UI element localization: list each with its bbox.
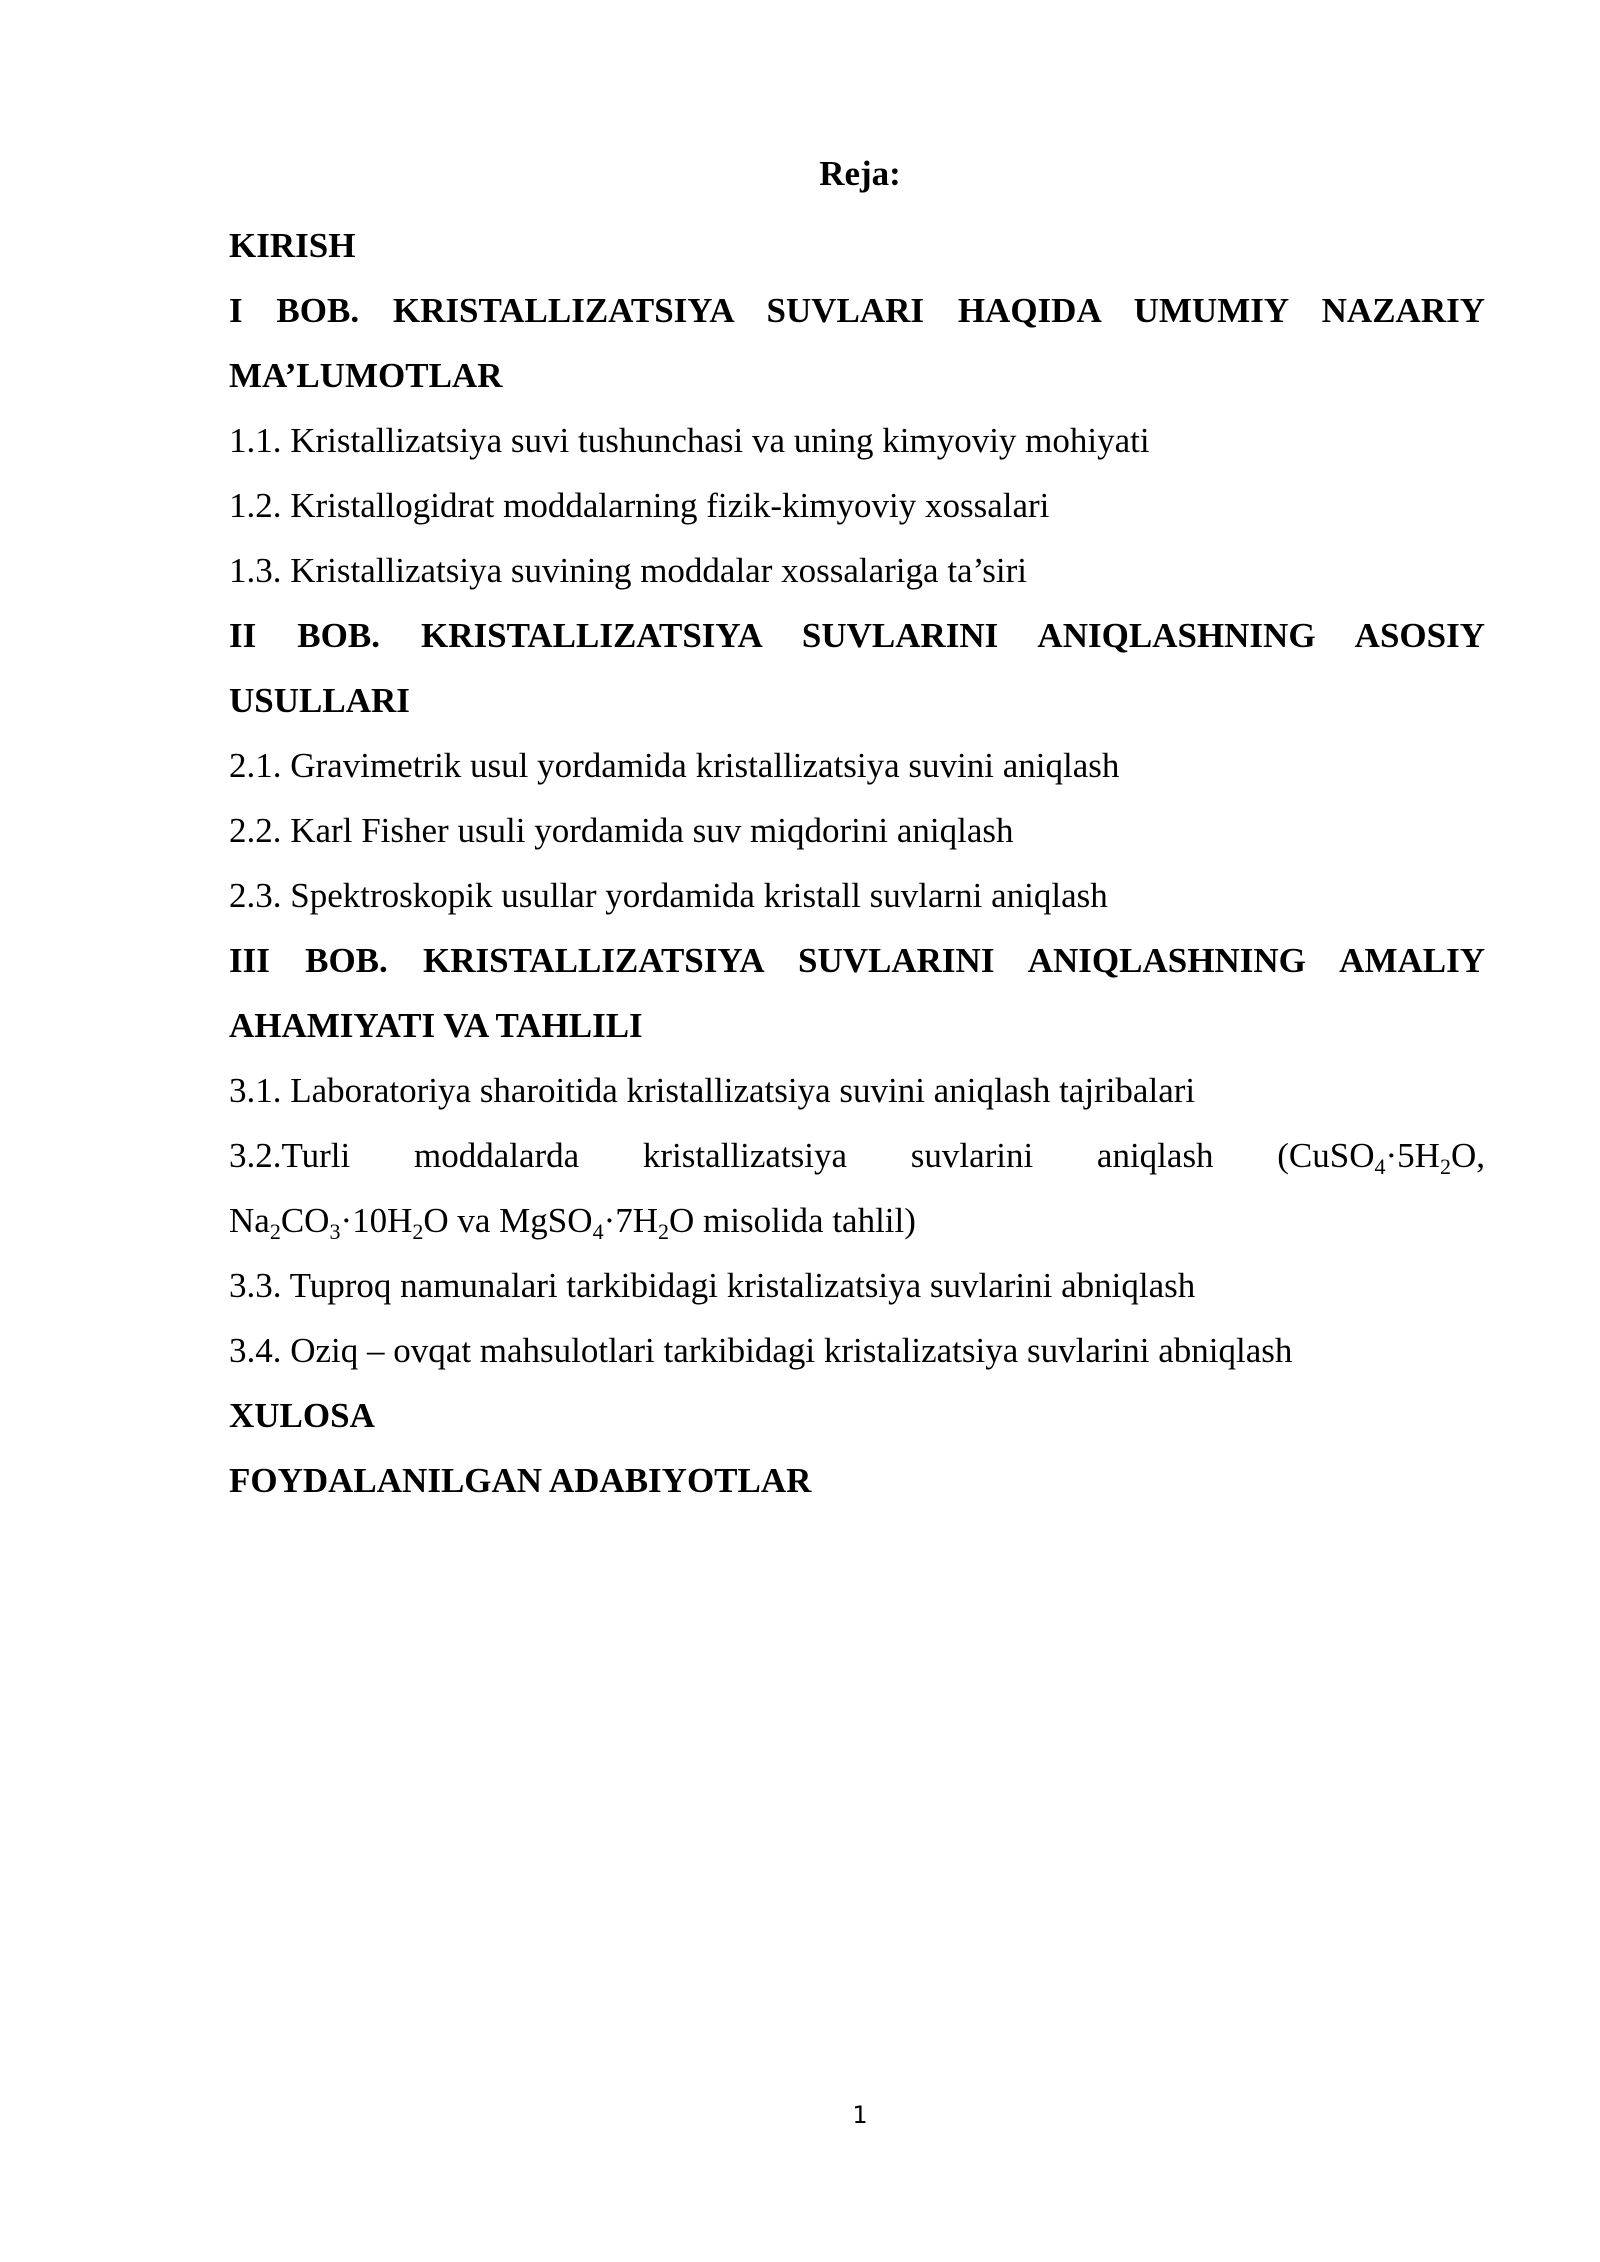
table-of-contents xyxy=(229,213,1485,1513)
formula-subscript: 2 xyxy=(1439,1154,1451,1179)
toc-section-3-4: 3.4. Oziq – ovqat mahsulotlari tarkibidagi kristalizatsiya suvlarini abniqlash xyxy=(229,1331,1293,1370)
formula-text: ·5H xyxy=(1385,1136,1440,1175)
formula-subscript: 4 xyxy=(592,1219,604,1244)
formula-subscript: 4 xyxy=(1374,1154,1386,1179)
toc-section-2-3: 2.3. Spektroskopik usullar yordamida kristall suvlarni aniqlash xyxy=(229,876,1108,915)
toc-section-1-1: 1.1. Kristallizatsiya suvi tushunchasi va uning kimyoviy mohiyati xyxy=(229,421,1150,460)
toc-section-2-1: 2.1. Gravimetrik usul yordamida kristallizatsiya suvini aniqlash xyxy=(229,746,1120,785)
formula-subscript: 2 xyxy=(658,1219,669,1244)
toc-section-3-2-line-2 xyxy=(229,1188,1485,1253)
toc-section-3-3: 3.3. Tuproq namunalari tarkibidagi kristalizatsiya suvlarini abniqlash xyxy=(229,1266,1196,1305)
formula-text: O va MgSO xyxy=(423,1201,593,1240)
toc-chapter-1-heading-line-1: I BOB. KRISTALLIZATSIYA SUVLARI HAQIDA UMUMIY NAZARIY xyxy=(229,291,1485,330)
toc-references: FOYDALANILGAN ADABIYOTLAR xyxy=(229,1461,812,1500)
toc-chapter-2-heading-line-2: USULLARI xyxy=(229,681,410,720)
formula-subscript: 3 xyxy=(329,1219,341,1244)
toc-section-3-1: 3.1. Laboratoriya sharoitida kristallizatsiya suvini aniqlash tajribalari xyxy=(229,1071,1196,1110)
toc-introduction: KIRISH xyxy=(229,226,356,265)
formula-subscript: 2 xyxy=(412,1219,424,1244)
toc-section-1-3: 1.3. Kristallizatsiya suvining moddalar xossalariga ta’siri xyxy=(229,551,1028,590)
formula-text: ·10H xyxy=(340,1201,413,1240)
formula-subscript: 2 xyxy=(269,1219,281,1244)
formula-text: Na xyxy=(229,1201,270,1240)
toc-chapter-3-heading-line-2: AHAMIYATI VA TAHLILI xyxy=(229,1006,643,1045)
toc-chapter-3-heading-line-1: III BOB. KRISTALLIZATSIYA SUVLARINI ANIQLASHNING AMALIY xyxy=(229,941,1485,980)
toc-conclusion: XULOSA xyxy=(229,1396,375,1435)
toc-chapter-1-heading-line-2: MA’LUMOTLAR xyxy=(229,356,503,395)
toc-section-3-2-line-1 xyxy=(229,1123,1485,1188)
toc-section-3-2-text: 3.2.Turli moddalarda kristallizatsiya suvlarini aniqlash (CuSO xyxy=(229,1136,1375,1175)
toc-chapter-2-heading-line-1: II BOB. KRISTALLIZATSIYA SUVLARINI ANIQLASHNING ASOSIY xyxy=(229,616,1485,655)
formula-text: CO xyxy=(280,1201,330,1240)
toc-section-1-2: 1.2. Kristallogidrat moddalarning fizik-kimyoviy xossalari xyxy=(229,486,1050,525)
formula-text: O misolida tahlil) xyxy=(669,1201,916,1240)
formula-text: O, xyxy=(1450,1136,1485,1175)
page-number: 1 xyxy=(852,2101,868,2129)
page-title: Reja: xyxy=(819,154,901,193)
toc-section-2-2: 2.2. Karl Fisher usuli yordamida suv miqdorini aniqlash xyxy=(229,811,1014,850)
formula-text: ·7H xyxy=(603,1201,658,1240)
